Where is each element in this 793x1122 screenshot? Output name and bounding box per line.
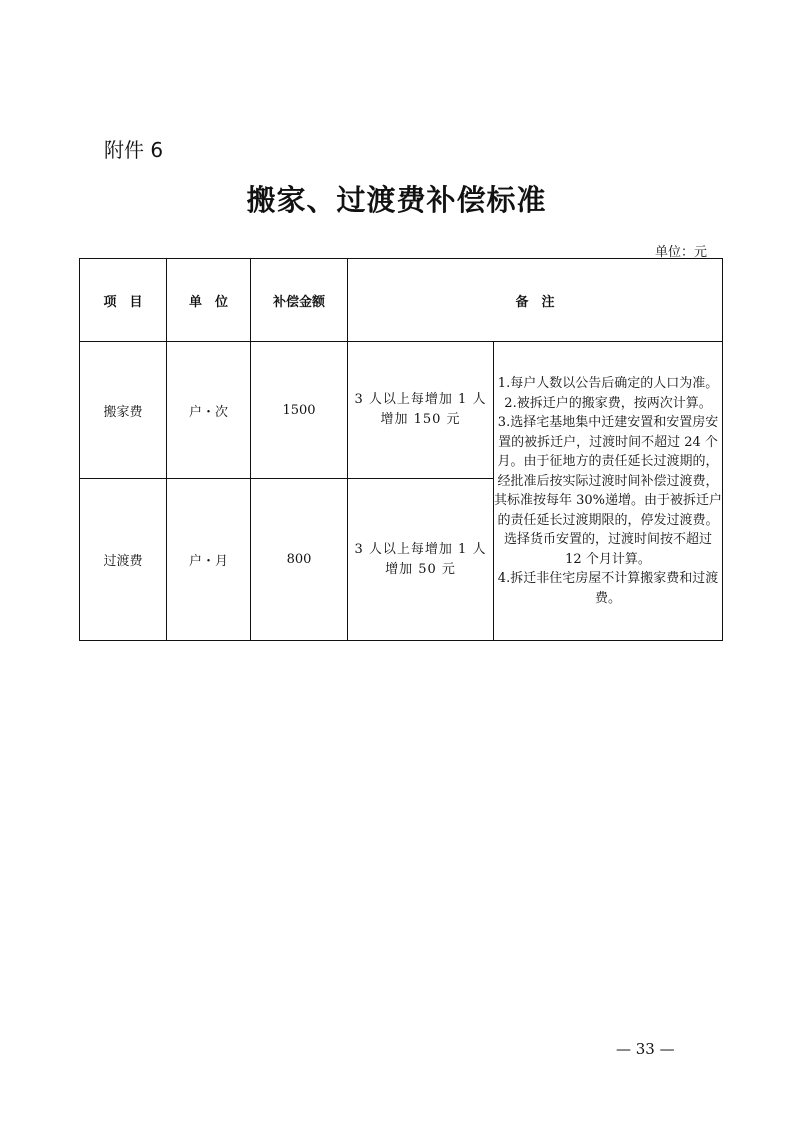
page-number: — 33 — bbox=[616, 1040, 675, 1058]
cell-increment: 3 人以上每增加 1 人增加 50 元 bbox=[348, 479, 494, 641]
remark-line: 2.被拆迁户的搬家费，按两次计算。 bbox=[504, 395, 712, 411]
attachment-label: 附件 6 bbox=[104, 138, 164, 162]
table-row bbox=[80, 342, 723, 479]
header-item: 项 目 bbox=[80, 259, 167, 342]
unit-note: 单位：元 bbox=[654, 245, 707, 260]
remark-line: 1.每户人数以公告后确定的人口为准。 bbox=[497, 376, 719, 391]
cell-unit: 户・次 bbox=[167, 342, 251, 479]
header-amount: 补偿金额 bbox=[251, 259, 348, 342]
cell-amount: 1500 bbox=[251, 342, 348, 479]
cell-remarks bbox=[494, 342, 723, 641]
compensation-table bbox=[79, 258, 723, 641]
remark-line: 4.拆迁非住宅房屋不计算搬家费和过渡费。 bbox=[497, 571, 719, 606]
header-remarks: 备 注 bbox=[348, 259, 723, 342]
page-title: 搬家、过渡费补偿标准 bbox=[246, 183, 547, 217]
cell-amount: 800 bbox=[251, 479, 348, 641]
cell-item: 搬家费 bbox=[80, 342, 167, 479]
cell-unit: 户・月 bbox=[167, 479, 251, 641]
cell-increment: 3 人以上每增加 1 人增加 150 元 bbox=[348, 342, 494, 479]
table-header-row bbox=[80, 259, 723, 342]
remark-line: 3.选择宅基地集中迁建安置和安置房安置的被拆迁户，过渡时间不超过 24 个月。由于征地方的责任延长过渡期的，经批准后按实际过渡时间补偿过渡费，其标准按每年 30%递增。由于被拆迁户的责任延长过渡期限的，停发过渡费。选择货币安置的，过渡时间按不超过 12 个月计算。 bbox=[494, 415, 723, 567]
cell-item: 过渡费 bbox=[80, 479, 167, 641]
header-unit: 单 位 bbox=[167, 259, 251, 342]
